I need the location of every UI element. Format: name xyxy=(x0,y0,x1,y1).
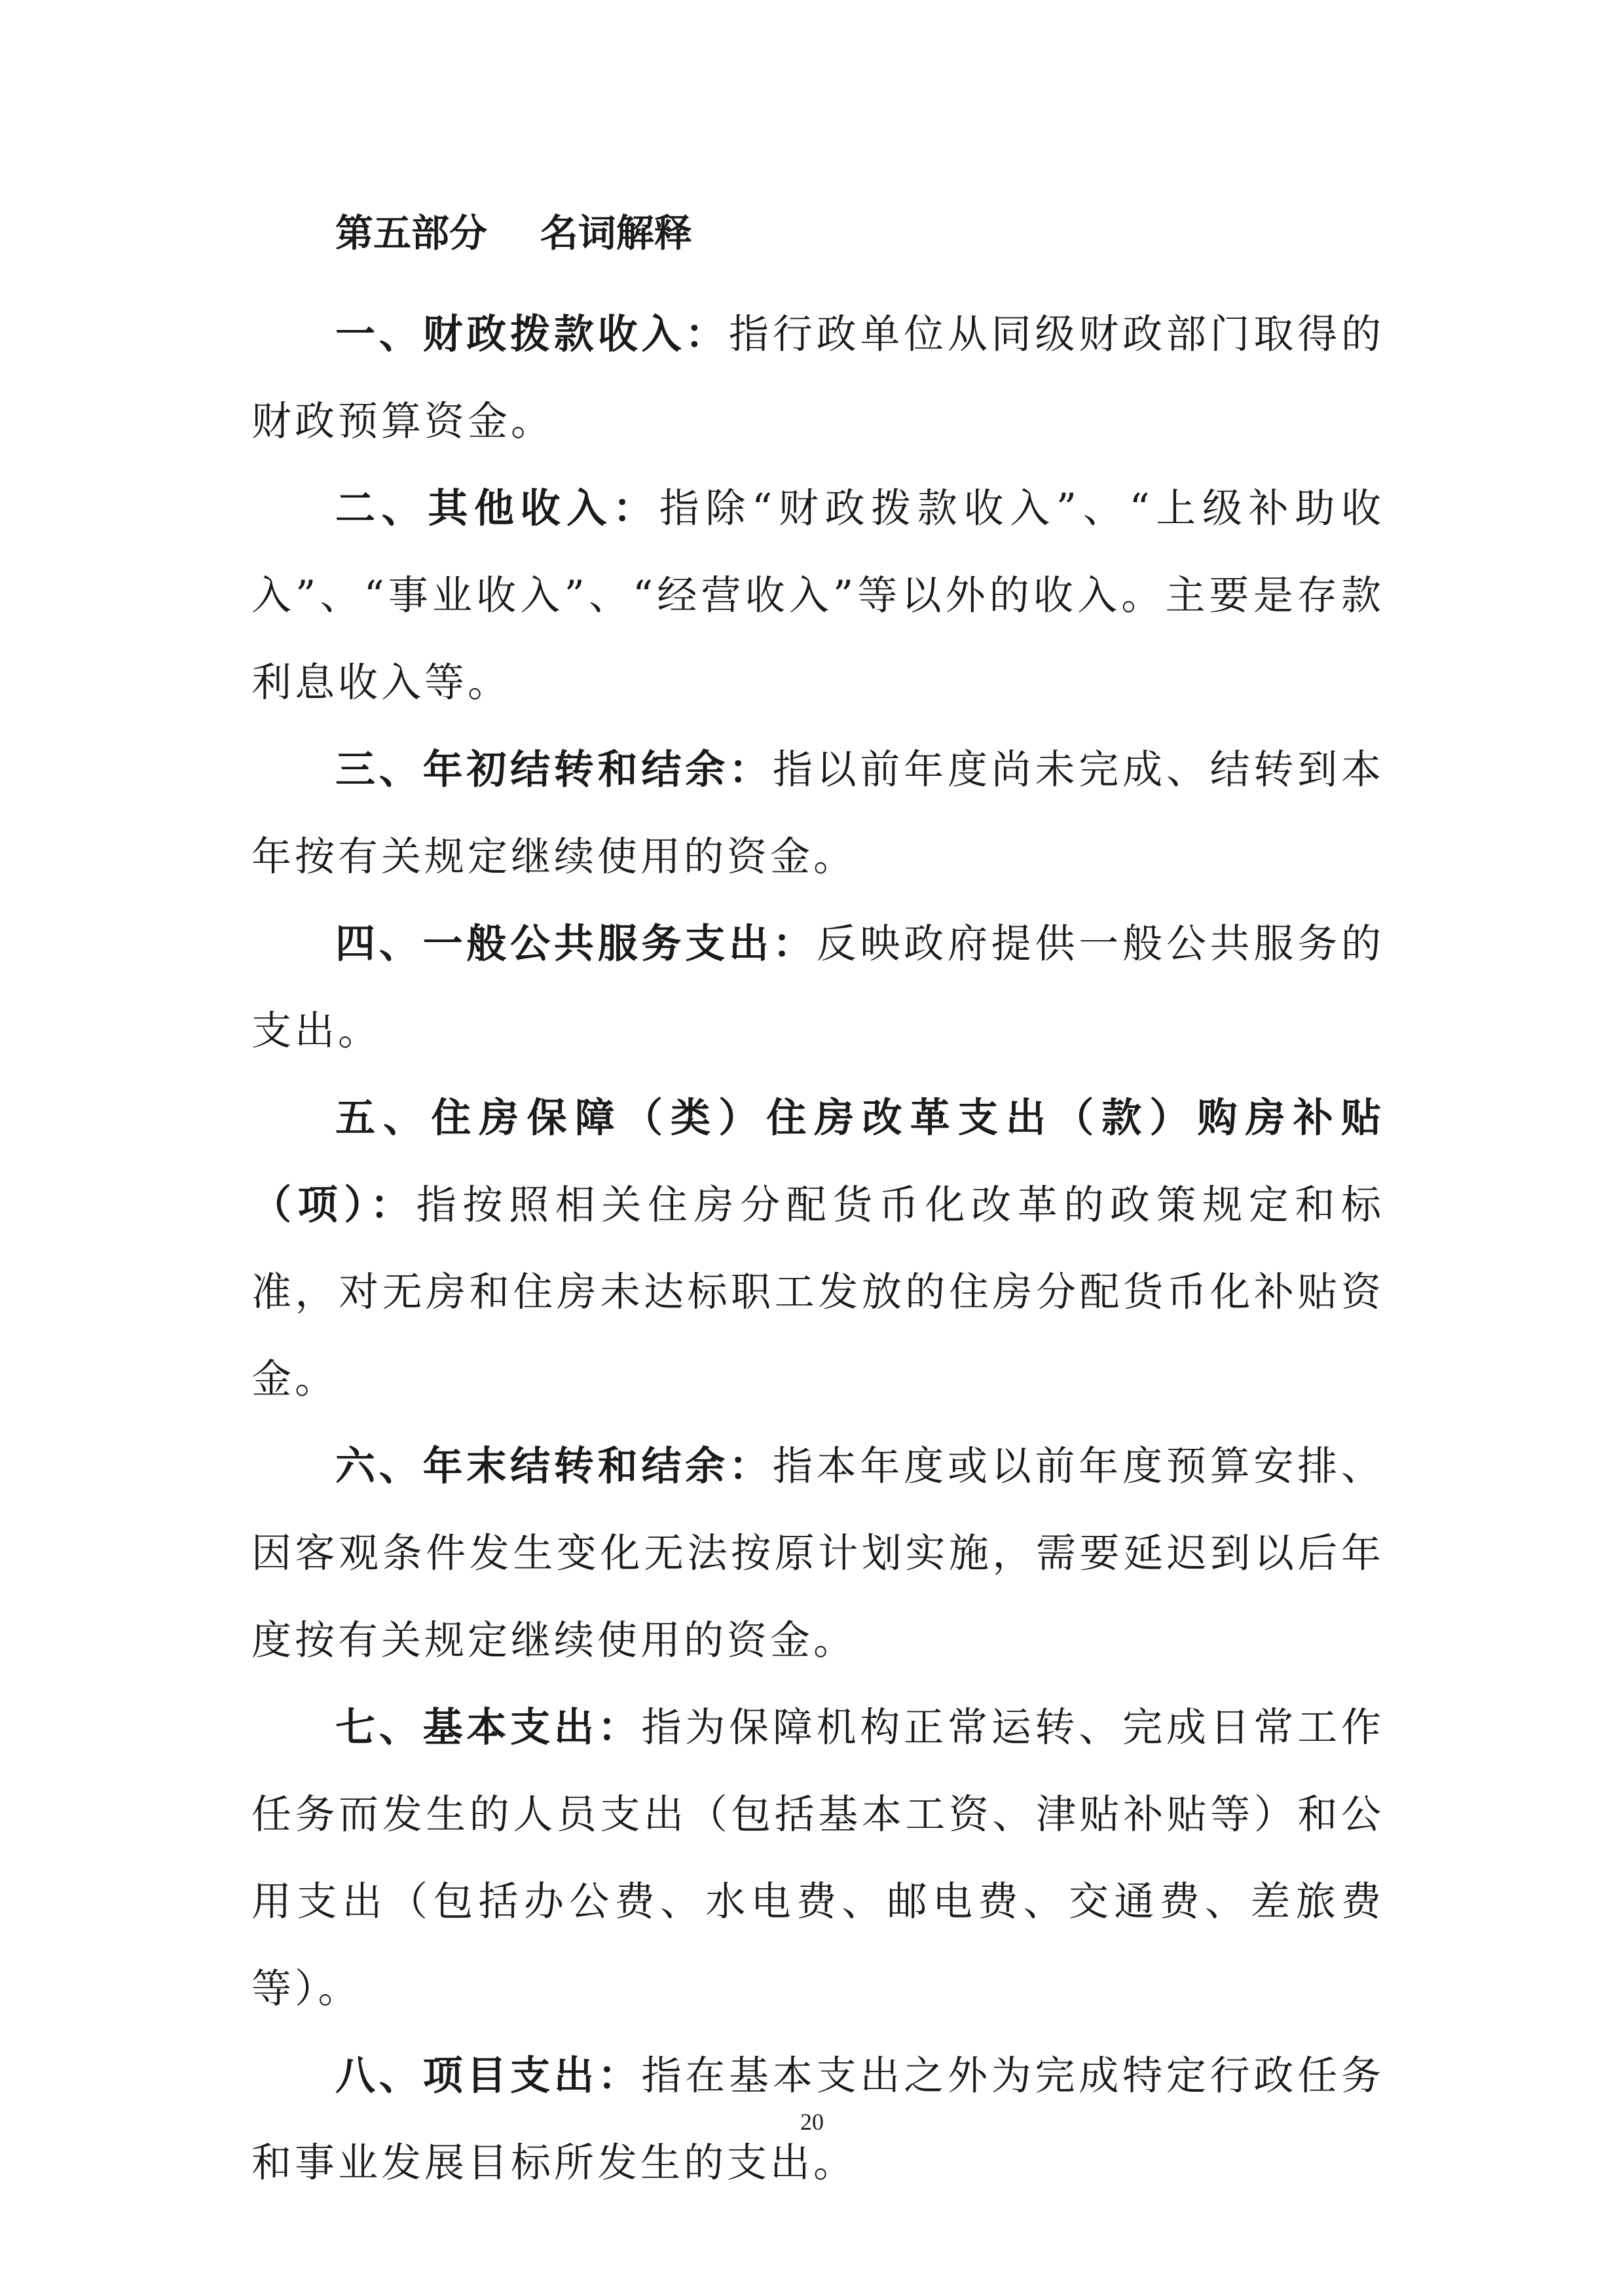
term-label: 八、项目支出： xyxy=(335,2052,642,2099)
page-number: 20 xyxy=(800,2109,824,2135)
term-basic-expenditure xyxy=(251,1684,1384,2032)
term-label: 六、年末结转和结余： xyxy=(335,1442,773,1489)
term-carryover-beginning xyxy=(251,726,1384,900)
section-heading: 第五部分 名词解释 xyxy=(335,211,692,255)
term-label: 四、一般公共服务支出： xyxy=(335,920,817,967)
term-label: 一、财政拨款收入： xyxy=(335,310,729,357)
term-definition: 反映政府提供一般公共服务的支出。 xyxy=(251,920,1384,1054)
term-carryover-end xyxy=(251,1423,1384,1684)
term-definition: 指以前年度尚未完成、结转到本年按有关规定继续使用的资金。 xyxy=(251,746,1384,880)
term-housing-subsidy xyxy=(251,1074,1384,1423)
term-label: 二、其他收入： xyxy=(335,484,659,532)
term-label: 七、基本支出： xyxy=(335,1704,642,1751)
term-label: 三、年初结转和结余： xyxy=(335,746,773,793)
term-definition: 指除“财政拨款收入”、“上级补助收入”、“事业收入”、“经营收入”等以外的收入。主要是存款利息收入等。 xyxy=(251,484,1384,706)
term-other-income xyxy=(251,465,1384,726)
term-definition: 指本年度或以前年度预算安排、因客观条件发生变化无法按原计划实施，需要延迟到以后年度按有关规定继续使用的资金。 xyxy=(251,1442,1384,1664)
document-body xyxy=(251,211,1384,2206)
term-definition: 指为保障机构正常运转、完成日常工作任务而发生的人员支出（包括基本工资、津贴补贴等）和公用支出（包括办公费、水电费、邮电费、交通费、差旅费等）。 xyxy=(251,1704,1384,2012)
term-financial-appropriation-income xyxy=(251,291,1384,465)
term-label: 五、住房保障（类）住房改革支出（款）购房补贴（项）： xyxy=(251,1094,1384,1228)
term-definition: 指在基本支出之外为完成特定行政任务和事业发展目标所发生的支出。 xyxy=(251,2052,1384,2186)
term-definition: 指行政单位从同级财政部门取得的财政预算资金。 xyxy=(251,310,1384,445)
term-definition: 指按照相关住房分配货币化改革的政策规定和标准，对无房和住房未达标职工发放的住房分配货币化补贴资金。 xyxy=(251,1181,1384,1402)
term-general-public-services xyxy=(251,900,1384,1074)
